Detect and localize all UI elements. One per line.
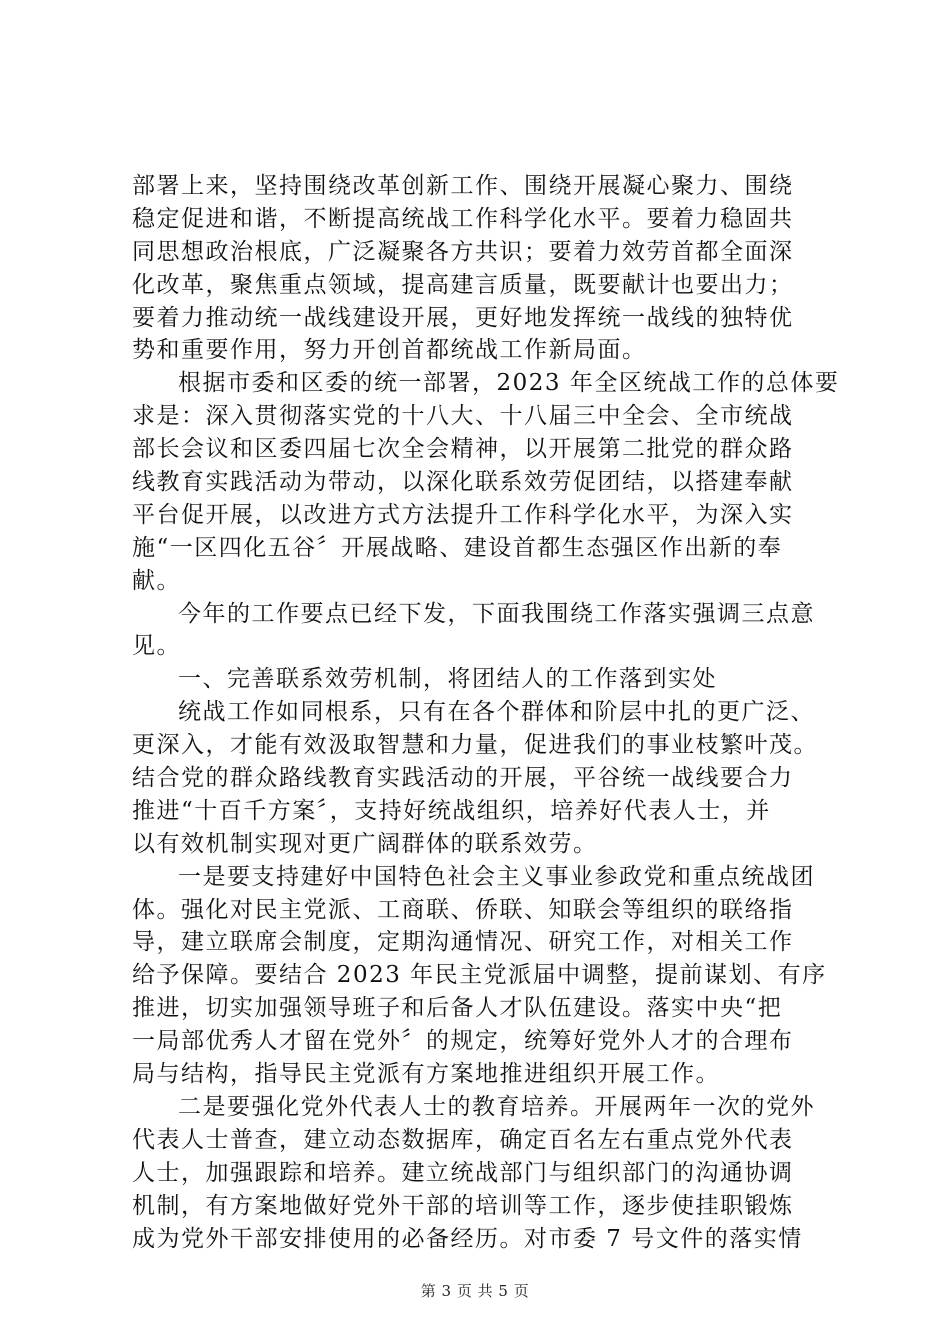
text-line: 局与结构，指导民主党派有方案地推进组织开展工作。 xyxy=(132,1061,720,1088)
text-line: 以有效机制实现对更广阔群体的联系效劳。 xyxy=(132,830,598,857)
text-line: 二是要强化党外代表人士的教育培养。开展两年一次的党外 xyxy=(178,1093,815,1120)
text-line: 给予保障。要结合 2023 年民主党派届中调整，提前谋划、有序 xyxy=(132,962,827,989)
text-line: 献。 xyxy=(132,567,181,594)
text-line: 导，建立联席会制度，定期沟通情况、研究工作，对相关工作 xyxy=(132,929,794,956)
text-line: 稳定促进和谐，不断提高统战工作科学化水平。要着力稳固共 xyxy=(132,205,794,232)
text-line: 一局部优秀人才留在党外〞的规定，统筹好党外人才的合理布 xyxy=(132,1028,794,1055)
text-line: 机制，有方案地做好党外干部的培训等工作，逐步使挂职锻炼 xyxy=(132,1192,794,1219)
text-line: 化改革，聚焦重点领域，提高建言质量，既要献计也要出力； xyxy=(132,271,794,298)
text-line: 求是：深入贯彻落实党的十八大、十八届三中全会、全市统战 xyxy=(132,403,794,430)
text-line: 代表人士普查，建立动态数据库，确定百名左右重点党外代表 xyxy=(132,1126,794,1153)
text-line: 一是要支持建好中国特色社会主义事业参政党和重点统战团 xyxy=(178,863,815,890)
text-line: 要着力推动统一战线建设开展，更好地发挥统一战线的独特优 xyxy=(132,304,794,331)
text-line: 部署上来，坚持围绕改革创新工作、围绕开展凝心聚力、围绕 xyxy=(132,173,794,199)
text-line: 推进“十百千方案〞，支持好统战组织，培养好代表人士，并 xyxy=(132,797,771,824)
text-line: 成为党外干部安排使用的必备经历。对市委 7 号文件的落实情 xyxy=(132,1225,803,1252)
text-line: 势和重要作用，努力开创首都统战工作新局面。 xyxy=(132,337,647,364)
text-line: 见。 xyxy=(132,633,181,660)
text-line: 今年的工作要点已经下发，下面我围绕工作落实强调三点意 xyxy=(178,600,815,627)
text-line: 体。强化对民主党派、工商联、侨联、知联会等组织的联络指 xyxy=(132,896,794,923)
text-line: 同思想政治根底，广泛凝聚各方共识；要着力效劳首都全面深 xyxy=(132,238,794,265)
text-line: 一、完善联系效劳机制，将团结人的工作落到实处 xyxy=(178,666,717,693)
text-line: 统战工作如同根系，只有在各个群体和阶层中扎的更广泛、 xyxy=(178,699,815,726)
text-line: 人士，加强跟踪和培养。建立统战部门与组织部门的沟通协调 xyxy=(132,1159,794,1186)
page-footer: 第 3 页 共 5 页 xyxy=(420,1282,530,1300)
text-line: 线教育实践活动为带动，以深化联系效劳促团结，以搭建奉献 xyxy=(132,469,794,496)
document-body xyxy=(132,170,840,1255)
text-line: 结合党的群众路线教育实践活动的开展，平谷统一战线要合力 xyxy=(132,765,794,792)
text-line: 根据市委和区委的统一部署，2023 年全区统战工作的总体要 xyxy=(178,370,840,397)
text-line: 平台促开展，以改进方式方法提升工作科学化水平，为深入实 xyxy=(132,501,794,528)
text-line: 推进，切实加强领导班子和后备人才队伍建设。落实中央“把 xyxy=(132,995,783,1022)
text-line: 部长会议和区委四届七次全会精神，以开展第二批党的群众路 xyxy=(132,436,794,463)
text-line: 更深入，才能有效汲取智慧和力量，促进我们的事业枝繁叶茂。 xyxy=(132,732,818,759)
text-line: 施“一区四化五谷〞开展战略、建设首都生态强区作出新的奉 xyxy=(132,534,783,561)
